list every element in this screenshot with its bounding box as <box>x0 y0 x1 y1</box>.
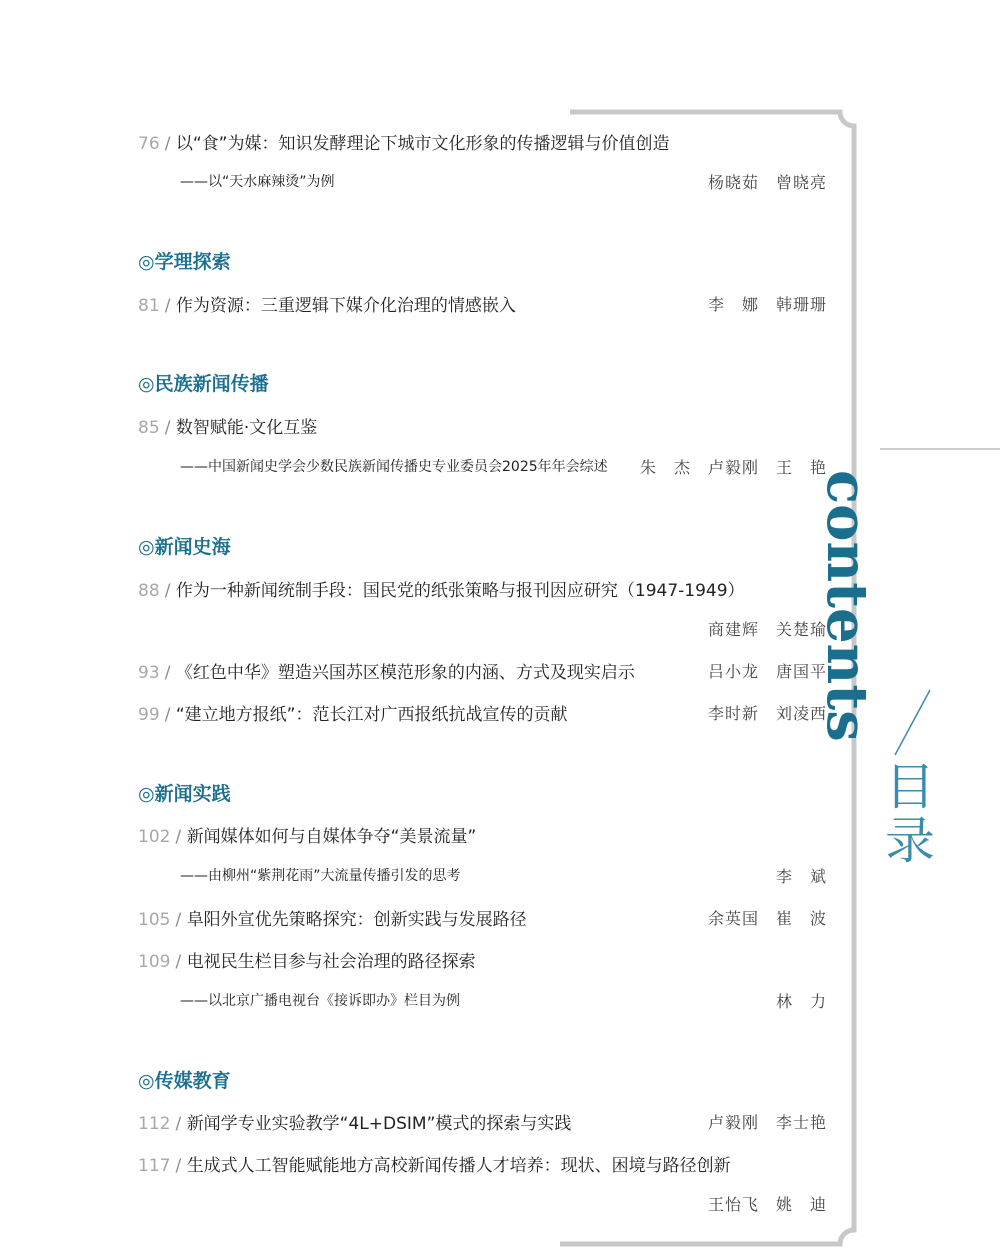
article-authors: 王怡飞 姚 迪 <box>707 1195 827 1214</box>
page-number: 93 <box>138 663 160 683</box>
toc-entry-85[interactable] <box>138 413 317 438</box>
page-number: 81 <box>138 296 160 316</box>
toc-entry-81[interactable] <box>138 291 516 316</box>
section-heading: ◎学理探索 <box>138 251 231 273</box>
page-number: 99 <box>138 705 160 725</box>
page-number: 112 <box>138 1114 171 1134</box>
article-title: “建立地方报纸”：范长江对广西报纸抗战宣传的贡献 <box>175 705 568 725</box>
article-authors: 李时新 刘凌西 <box>707 704 827 723</box>
article-title: 新闻媒体如何与自媒体争夺“美景流量” <box>186 827 477 847</box>
article-title: 阜阳外宣优先策略探究：创新实践与发展路径 <box>186 910 527 930</box>
toc-entry-105[interactable] <box>138 905 527 930</box>
separator-slash: / <box>175 1114 187 1134</box>
toc-entry-102[interactable] <box>138 822 476 847</box>
separator-slash: / <box>164 134 176 154</box>
separator-slash: / <box>175 910 187 930</box>
page-number: 102 <box>138 827 171 847</box>
article-authors: 吕小龙 唐国平 <box>707 662 827 681</box>
section-heading: ◎民族新闻传播 <box>138 373 269 395</box>
separator-slash: / <box>164 663 176 683</box>
article-title: 作为一种新闻统制手段：国民党的纸张策略与报刊因应研究（1947-1949） <box>175 581 745 601</box>
page-number: 85 <box>138 418 160 438</box>
separator-slash: / <box>175 1156 187 1176</box>
toc-entry-117[interactable] <box>138 1151 731 1176</box>
article-authors: 林 力 <box>775 992 827 1011</box>
article-authors: 朱 杰 卢毅刚 王 艳 <box>639 458 827 477</box>
section-heading: ◎新闻实践 <box>138 783 231 805</box>
article-subtitle: ——以北京广播电视台《接诉即办》栏目为例 <box>180 993 460 1009</box>
article-authors: 李 斌 <box>775 867 827 886</box>
section-heading: ◎新闻史海 <box>138 536 231 558</box>
toc-entry-112[interactable] <box>138 1109 571 1134</box>
toc-entry-109[interactable] <box>138 947 476 972</box>
article-subtitle: ——中国新闻史学会少数民族新闻传播史专业委员会2025年年会综述 <box>180 459 608 475</box>
toc-entry-76[interactable] <box>138 129 670 154</box>
contents-heading: contents <box>814 470 880 742</box>
article-title: 以“食”为媒：知识发酵理论下城市文化形象的传播逻辑与价值创造 <box>175 134 670 154</box>
article-title: 数智赋能·文化互鉴 <box>175 418 318 438</box>
separator-slash: / <box>175 827 187 847</box>
separator-slash: / <box>175 952 187 972</box>
page-number: 105 <box>138 910 171 930</box>
article-subtitle: ——由柳州“紫荆花雨”大流量传播引发的思考 <box>180 868 461 884</box>
toc-entry-93[interactable] <box>138 658 635 683</box>
toc-entry-88[interactable] <box>138 576 745 601</box>
toc-entry-99[interactable] <box>138 700 568 725</box>
section-heading: ◎传媒教育 <box>138 1070 231 1092</box>
article-authors: 卢毅刚 李士艳 <box>707 1113 827 1132</box>
page-number: 76 <box>138 134 160 154</box>
article-title: 新闻学专业实验教学“4L+DSIM”模式的探索与实践 <box>186 1114 572 1134</box>
separator-slash: / <box>164 296 176 316</box>
mulu-heading: 目录 <box>877 760 935 868</box>
separator-slash: / <box>164 705 176 725</box>
article-title: 生成式人工智能赋能地方高校新闻传播人才培养：现状、困境与路径创新 <box>186 1156 731 1176</box>
article-title: 作为资源：三重逻辑下媒介化治理的情感嵌入 <box>175 296 516 316</box>
article-authors: 李 娜 韩珊珊 <box>707 295 827 314</box>
article-authors: 杨晓茹 曾晓亮 <box>707 173 827 192</box>
article-title: 《红色中华》塑造兴国苏区模范形象的内涵、方式及现实启示 <box>175 663 635 683</box>
article-subtitle: ——以“天水麻辣烫”为例 <box>180 174 335 190</box>
separator-slash: / <box>164 581 176 601</box>
article-title: 电视民生栏目参与社会治理的路径探索 <box>186 952 476 972</box>
article-authors: 商建辉 关楚瑜 <box>707 620 827 639</box>
slash-line <box>895 690 930 755</box>
page-number: 88 <box>138 581 160 601</box>
page-number: 117 <box>138 1156 171 1176</box>
separator-slash: / <box>164 418 176 438</box>
article-authors: 余英国 崔 波 <box>707 909 827 928</box>
page-number: 109 <box>138 952 171 972</box>
